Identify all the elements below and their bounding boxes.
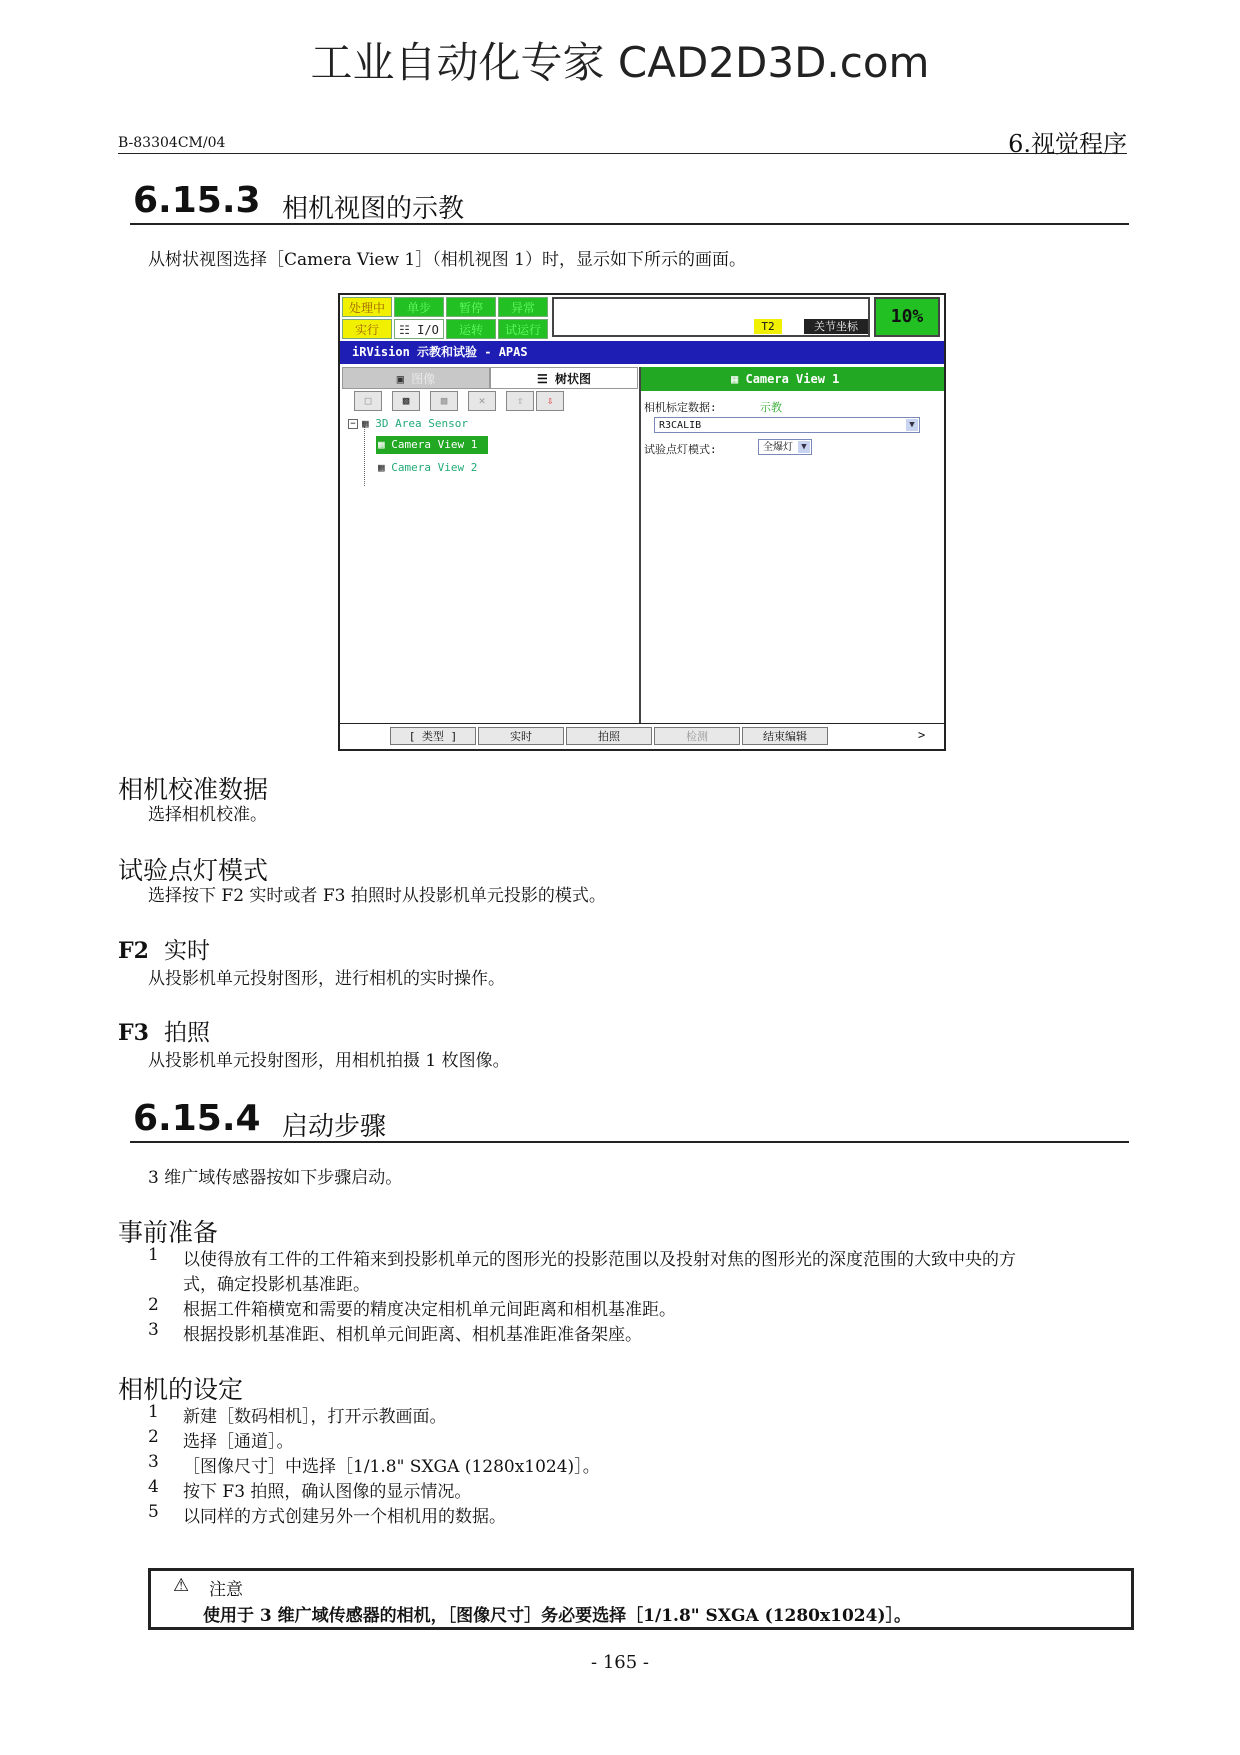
- list-item: 选择［通道］。: [183, 1432, 294, 1452]
- camera-view-icon: ▦: [378, 461, 385, 474]
- calib-select[interactable]: [654, 417, 920, 433]
- header-rule: [118, 153, 1127, 154]
- section-title: 启动步骤: [282, 1112, 387, 1142]
- f3-key: F3: [118, 1020, 149, 1046]
- copy-button[interactable]: ▩: [430, 391, 458, 411]
- f4-detect-button[interactable]: 检测: [654, 727, 740, 745]
- window-title-bar: [340, 341, 944, 364]
- next-page-button[interactable]: >: [918, 728, 926, 742]
- list-item: ［图像尺寸］中选择［1/1.8" SXGA (1280x1024)］。: [183, 1457, 600, 1477]
- page-number: - 165 -: [591, 1652, 649, 1673]
- tree-item-root[interactable]: [362, 415, 468, 433]
- tree-item-camera-view-2[interactable]: [378, 459, 477, 477]
- lamp-label: 试验点灯模式:: [644, 443, 717, 456]
- f3-heading: [118, 1014, 210, 1047]
- chapter-title: 6.视觉程序: [1008, 130, 1127, 158]
- section-number: 6.15.3: [133, 180, 261, 221]
- chevron-down-icon: ▼: [798, 441, 810, 453]
- status-io: [394, 319, 444, 339]
- status-processing: 处理中: [342, 297, 392, 317]
- io-icon: ☷: [399, 323, 410, 337]
- section-intro: 从树状视图选择［Camera View 1］（相机视图 1）时，显示如下所示的画面。: [148, 250, 746, 270]
- camera-view-icon: ▦: [378, 438, 385, 451]
- calib-heading: 相机校准数据: [118, 775, 269, 804]
- message-area: [552, 297, 870, 337]
- calib-teach-link[interactable]: 示教: [760, 401, 782, 414]
- warning-icon: ⚠: [173, 1575, 190, 1596]
- panel-title: Camera View 1: [745, 372, 840, 386]
- list-number: 1: [148, 1245, 159, 1265]
- camset-heading: 相机的设定: [118, 1375, 244, 1404]
- list-number: 3: [148, 1320, 159, 1340]
- tab-tree[interactable]: [490, 367, 638, 389]
- f2-text: 从投影机单元投射图形，进行相机的实时操作。: [148, 969, 505, 989]
- status-run: 实行: [342, 319, 392, 339]
- list-item: 以使得放有工件的工件箱来到投影机单元的图形光的投影范围以及投射对焦的图形光的深度范围的大致中央的方: [183, 1250, 1016, 1270]
- list-number: 2: [148, 1427, 159, 1447]
- panel-header: [641, 367, 944, 391]
- list-number: 1: [148, 1402, 159, 1422]
- f2-heading: [118, 932, 210, 965]
- f5-end-edit-button[interactable]: 结束编辑: [742, 727, 828, 745]
- rename-button[interactable]: ▩: [392, 391, 420, 411]
- section-title: 相机视图的示教: [282, 194, 465, 224]
- status-hold: 暂停: [446, 297, 496, 317]
- status-io-label: I/O: [417, 323, 439, 337]
- override-indicator: 10%: [874, 297, 940, 337]
- status-test: 试运行: [498, 319, 548, 339]
- calib-label: 相机标定数据:: [644, 401, 717, 414]
- coord-indicator: 关节坐标: [804, 319, 868, 334]
- chevron-down-icon: ▼: [906, 419, 918, 431]
- tree-icon: ☰: [536, 372, 548, 386]
- camera-icon: ▣: [396, 372, 404, 386]
- list-item: 根据投影机基准距、相机单元间距离、相机基准距准备架座。: [183, 1325, 642, 1345]
- mode-indicator: T2: [754, 319, 782, 334]
- lamp-select[interactable]: [758, 439, 812, 455]
- lamp-text: 选择按下 F2 实时或者 F3 拍照时从投影机单元投影的模式。: [148, 886, 606, 906]
- note-title: 注意: [209, 1580, 243, 1600]
- collapse-icon[interactable]: −: [348, 419, 358, 429]
- section-intro: 3 维广域传感器按如下步骤启动。: [148, 1168, 403, 1188]
- status-fault: 异常: [498, 297, 548, 317]
- calib-text: 选择相机校准。: [148, 805, 267, 825]
- f2-live-button[interactable]: 实时: [478, 727, 564, 745]
- section-number: 6.15.4: [133, 1098, 261, 1139]
- tree-item-camera-view-1-label: Camera View 1: [391, 438, 478, 451]
- f3-title: 拍照: [164, 1020, 211, 1046]
- list-item: 根据工件箱横宽和需要的精度决定相机单元间距离和相机基准距。: [183, 1300, 676, 1320]
- list-number: 3: [148, 1452, 159, 1472]
- list-item-continued: 式，确定投影机基准距。: [183, 1275, 370, 1295]
- f2-title: 实时: [164, 938, 211, 964]
- list-number: 5: [148, 1502, 159, 1522]
- teach-screen: [338, 293, 946, 751]
- tree-item-camera-view-1[interactable]: [376, 436, 488, 454]
- status-step: 单步: [394, 297, 444, 317]
- note-box: [148, 1568, 1134, 1630]
- sensor-icon: ▦: [362, 417, 369, 430]
- tree-item-root-label: 3D Area Sensor: [375, 417, 468, 430]
- list-number: 4: [148, 1477, 159, 1497]
- move-down-button[interactable]: ⇩: [536, 391, 564, 411]
- list-number: 2: [148, 1295, 159, 1315]
- list-item: 以同样的方式创建另外一个相机用的数据。: [183, 1507, 506, 1527]
- note-text: 使用于 3 维广域传感器的相机，［图像尺寸］务必要选择［1/1.8" SXGA (1280x1024)］。: [203, 1606, 911, 1626]
- f3-text: 从投影机单元投射图形，用相机拍摄 1 枚图像。: [148, 1051, 510, 1071]
- tree-item-camera-view-2-label: Camera View 2: [391, 461, 478, 474]
- lamp-heading: 试验点灯模式: [118, 856, 269, 885]
- site-title: 工业自动化专家 CAD2D3D.com: [310, 38, 930, 87]
- doc-code: B-83304CM/04: [118, 135, 226, 151]
- section-rule: [130, 223, 1129, 225]
- f2-key: F2: [118, 938, 149, 964]
- pane-divider: [639, 367, 641, 723]
- prep-heading: 事前准备: [118, 1218, 219, 1247]
- tab-tree-label: 树状图: [554, 372, 591, 386]
- list-item: 新建［数码相机］，打开示教画面。: [183, 1407, 447, 1427]
- f3-snap-button[interactable]: 拍照: [566, 727, 652, 745]
- section-rule: [130, 1141, 1129, 1143]
- tab-image[interactable]: [342, 367, 490, 389]
- camera-view-icon: ▦: [731, 372, 739, 386]
- new-button[interactable]: □: [354, 391, 382, 411]
- window-title: iRVision 示教和试验 - APAS: [352, 345, 528, 359]
- status-operation: 运转: [446, 319, 496, 339]
- function-key-bar: [340, 723, 944, 750]
- calib-select-value: R3CALIB: [659, 420, 702, 431]
- move-up-button[interactable]: ⇧: [506, 391, 534, 411]
- list-item: 按下 F3 拍照，确认图像的显示情况。: [183, 1482, 472, 1502]
- tree-connector: [364, 426, 366, 486]
- lamp-select-value: 全爆灯: [763, 442, 793, 453]
- delete-button[interactable]: ✕: [468, 391, 496, 411]
- f1-type-button[interactable]: [ 类型 ]: [390, 727, 476, 745]
- tab-image-label: 图像: [411, 372, 436, 386]
